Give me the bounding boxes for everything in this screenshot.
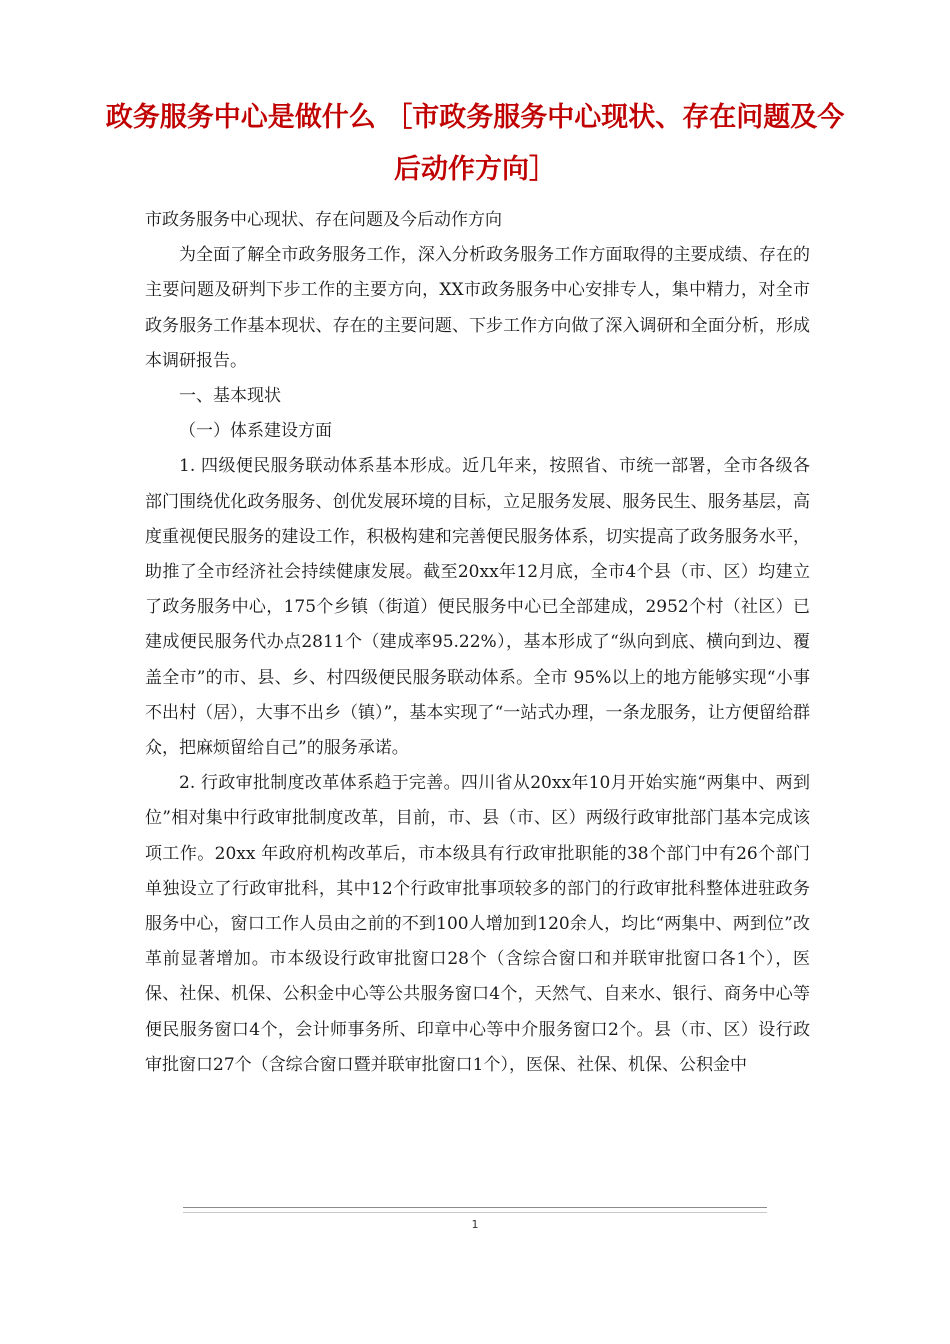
paragraph-item-2: 2. 行政审批制度改革体系趋于完善。四川省从20xx年10月开始实施“两集中、两到位”相对集中行政审批制度改革，目前，市、县（市、区）两级行政审批部门基本完成该项工作。20xx 年政府机构改革后，市本级具有行政审批职能的38个部门中有26个部门单独设立了行政审批科，其中12个行政审批事项较多的部门的行政审批科整体进驻政务服务中心，窗口工作人员由之前的不到100人增加到120余人，均比“两集中、两到位”改革前显著增加。市本级设行政审批窗口28个（含综合窗口和并联审批窗口各1个），医保、社保、机保、公积金中心等公共服务窗口4个，天然气、自来水、银行、商务中心等便民服务窗口4个，会计师事务所、印章中心等中介服务窗口2个。县（市、区）设行政审批窗口27个（含综合窗口暨并联审批窗口1个），医保、社保、机保、公积金中 [145,773,810,1075]
document-title: 政务服务中心是做什么 ［市政务服务中心现状、存在问题及今后动作方向］ [105,102,845,185]
section-heading: 一、基本现状 [179,386,281,407]
footer-divider [183,1207,767,1213]
paragraph-intro: 为全面了解全市政务服务工作，深入分析政务服务工作方面取得的主要成绩、存在的主要问题及研判下步工作的主要方向，XX市政务服务中心安排专人，集中精力，对全市政务服务工作基本现状、存在的主要问题、下步工作方向做了深入调研和全面分析，形成本调研报告。 [145,245,810,371]
document-body [145,203,810,1083]
page-number: 1 [471,1218,479,1231]
paragraph-item-1: 1. 四级便民服务联动体系基本形成。近几年来，按照省、市统一部署，全市各级各部门围绕优化政务服务、创优发展环境的目标，立足服务发展、服务民生、服务基层，高度重视便民服务的建设工作，积极构建和完善便民服务体系，切实提高了政务服务水平，助推了全市经济社会持续健康发展。截至20xx年12月底，全市4个县（市、区）均建立了政务服务中心，175个乡镇（街道）便民服务中心已全部建成，2952个村（社区）已建成便民服务代办点2811个（建成率95.22%），基本形成了“纵向到底、横向到边、覆盖全市”的市、县、乡、村四级便民服务联动体系。全市 95%以上的地方能够实现“小事不出村（居），大事不出乡（镇）”，基本实现了“一站式办理，一条龙服务，让方便留给群众，把麻烦留给自己”的服务承诺。 [145,456,810,759]
document-subtitle: 市政务服务中心现状、存在问题及今后动作方向 [145,210,502,230]
subsection-heading: （一）体系建设方面 [179,421,332,442]
